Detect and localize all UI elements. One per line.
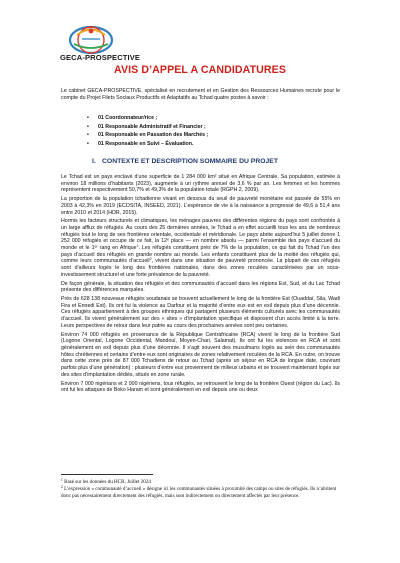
intro-paragraph: Le cabinet GECA-PROSPECTIVE, spécialisé en recrutement et en Gestion des Ressources Humaines recrute pour le compte du Projet Filets Sociaux Productifs et Adaptatifs au Tchad quatre postes à savoir : <box>61 88 340 102</box>
post-label: 01 Responsable en Passation des Marchés ; <box>98 132 209 139</box>
post-label: 01 Coordonnateur/rice ; <box>98 115 158 121</box>
globe-icon <box>68 22 114 54</box>
posts-list <box>87 114 337 148</box>
paragraph-text: Près de 628 138 nouveaux réfugiés soudanais se trouvent actuellement le long de la frontière Est (Ouaddaï, Sila, Wadi Fira et Ennedi Est). Ils ont fui la violence au Darfour et la majorité d’entre eux est en exil depuis plus d’une décennie. Ces réfugiés appartiennent à des groupes ethniques qui partagent plusieurs éléments culturels avec les communautés d’accueil. Ils vivent généralement sur des « sites » d’implantation spécifique et disposent d’un accès limité à la terre. Leurs perspectives de retour dans leur patrie au cours des prochaines années sont peu certaines. <box>61 296 340 329</box>
post-item <box>87 114 337 123</box>
bullet-icon: • <box>87 132 89 139</box>
bullet-icon: • <box>87 123 89 130</box>
post-label: 01 Responsable Administratif et Financier ; <box>98 123 206 130</box>
footnote-text: Basé sur les données du HCR, Juillet 2024 <box>62 479 151 485</box>
paragraph-text: . Les réfugiés constituent près de 7% de la population, ce qui fait du Tchad l’un des pays d’accueil des réfugiés en grande nombre au monde. Les enfants constituent plus de la moitié des réfugiés qui, comme leurs communautés d’accueil <box>61 245 340 265</box>
body-paragraph <box>61 332 340 379</box>
footnote <box>61 486 340 499</box>
footnote-number: 1 <box>61 478 63 482</box>
geca-prospective-logo <box>60 22 190 66</box>
body-paragraph <box>61 296 340 329</box>
footnotes <box>61 479 340 500</box>
section-title <box>92 158 278 165</box>
bullet-icon: • <box>87 140 89 147</box>
paragraph-text: De façon générale, la situation des réfugiés et des communautés d’accueil dans les régions Est, Sud, et du Lac Tchad présente des différences marquées. <box>61 280 340 294</box>
footnote-text: L’expression « communauté d’accueil » désigne ici les communautés situées à proximité des camps ou sites de réfugiés. Ils n’abritent donc pas nécessairement directement des réfugiés, mais sont indirectement ou directement affectés par leur présence. <box>61 486 337 499</box>
body-paragraph <box>61 196 340 216</box>
paragraph-text: Hormis les facteurs structurels et climatiques, les ménages pauvres des différentes régions du pays sont confrontés à un large afflux de réfugiés. Au cours des 25 dernières années, le Tchad a en effet accueilli tous les ans de nombreux réfugiés tout le long de ses frontières orientale, occidentale et méridionale. Le pays abrite aujourd’hui 5 juillet donne 1 252 000 réfugiés et occupe de ce fait, la 12ᵉ place — en nombre absolu — parmi l’ensemble des pays d’accueil du monde et le 1ᵉʳ rang en Afrique <box>61 218 340 252</box>
footnote-reference: 2 <box>149 257 152 262</box>
logo-text: GECA-PROSPECTIVE <box>60 53 141 62</box>
footnote <box>61 479 340 485</box>
paragraph-text: Environ 7 000 nigérians et 2 000 nigériens, tous réfugiés, se retrouvent le long de la frontière Ouest (région du Lac). Ils ont fui les attaques de Boko Haram et sont généralement en exil depuis une ou deux <box>61 380 340 394</box>
page-title: AVIS D’APPEL A CANDIDATURES <box>113 64 287 76</box>
paragraph-text: La proportion de la population tchadienne vivant en dessous du seuil de pauvreté monétaire est passée de 55% en 2003 à 42,3% en 2019 (ECOSITA, INSEED, 2021). L’espérance de vie à la naissance a progressé de 49,6 à 51,4 ans entre 2010 et 2014 (HDR, 2015). <box>61 196 340 216</box>
paragraph-text: Environ 74 000 réfugiés en provenance de la République Centrafricaine (RCA) vivent le long de la frontière Sud (Logone Oriental, Logone Occidental, Mandoul, Moyen-Chari, Salamat). Ils ont fui les violences en RCA et sont généralement en exil depuis plus d’une décennie. Il s’agit souvent des musulmans logés au sein des communautés hôtes chrétiennes et certains d’entre eux sont originaires de zones relativement reculées de la RCA. En outre, on trouve dans cette zone près de 87 000 Tchadiens de retour au Tchad (après un séjour en RCA de longue date, couvrant parfois plus d’une génération) : plusieurs d’entre eux proviennent de milieux urbains et se trouvent maintenant logés sur des sites d’implantation dédiés, situés en zone rurale. <box>61 331 340 378</box>
footnote-number: 2 <box>61 485 63 490</box>
body-paragraph <box>61 281 340 294</box>
post-item <box>87 123 337 132</box>
section-title-text: CONTEXTE ET DESCRIPTION SOMMAIRE DU PROJET <box>102 158 278 165</box>
body-paragraph <box>61 174 340 194</box>
footnote-reference: 1 <box>136 244 139 249</box>
post-label: 01 Responsable en Suivi – Évaluation. <box>98 140 194 147</box>
body-paragraph <box>61 381 340 394</box>
paragraph-text: Le Tchad est un pays enclavé d’une superficie de 1 284 000 km² situé en Afrique Centrale. Sa population, estimée à environ 18 millions d’habitants (2023), augmente à un rythme annuel de 3,6 % par an. Les femmes et les hommes représentent respectivement 50,7% et 49,3% de la population totale (RGPH 2, 2009). <box>61 174 340 194</box>
footnote-separator <box>61 474 153 475</box>
bullet-icon: • <box>87 115 89 121</box>
section-number: I. <box>92 158 96 165</box>
post-item <box>87 140 337 149</box>
paragraph-text: , vivent dans une situation de pauvreté prononcée. La plupart de ces réfugiés sont d’ailleurs logés le long des frontières nationales, dans des zones reculées caractérisées par un sous-investissement structurel et une forte prévalence de la pauvreté. <box>61 258 340 278</box>
section-body <box>61 174 340 396</box>
body-paragraph <box>61 218 340 278</box>
post-item <box>87 131 337 140</box>
